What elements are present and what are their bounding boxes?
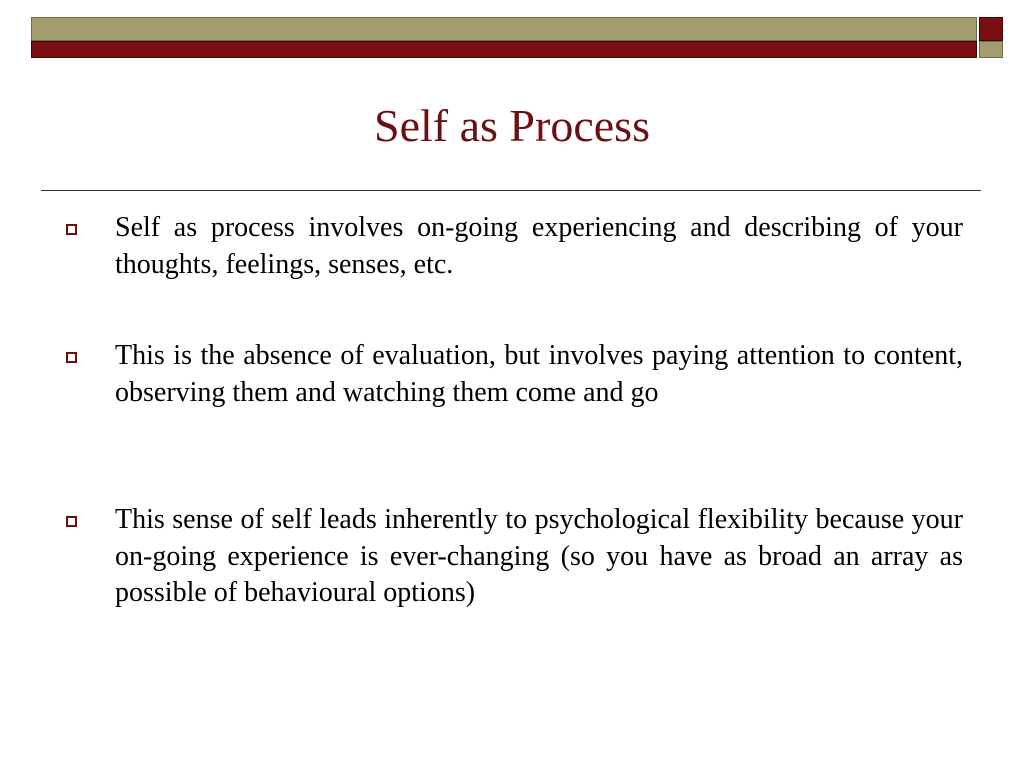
- header-corner-square-olive: [979, 41, 1003, 58]
- hollow-square-icon: [66, 224, 77, 235]
- bullet-text: Self as process involves on-going experiencing and describing of your thoughts, feelings, senses, etc.: [115, 212, 963, 280]
- bullet-item: [115, 338, 963, 411]
- bullet-item: [115, 502, 963, 612]
- title-divider: [41, 190, 981, 191]
- header-band-maroon: [31, 41, 977, 58]
- header-corner-square-maroon: [979, 17, 1003, 41]
- hollow-square-icon: [66, 352, 77, 363]
- hollow-square-icon: [66, 516, 77, 527]
- bullet-item: [115, 210, 963, 283]
- slide-title: Self as Process: [374, 100, 650, 151]
- bullet-text: This is the absence of evaluation, but involves paying attention to content, observing them and watching them come and go: [115, 340, 963, 408]
- bullet-text: This sense of self leads inherently to psychological flexibility because your on-going experience is ever-changing (so you have as broad an array as possible of behavioural options): [115, 504, 963, 608]
- header-band-olive: [31, 17, 977, 41]
